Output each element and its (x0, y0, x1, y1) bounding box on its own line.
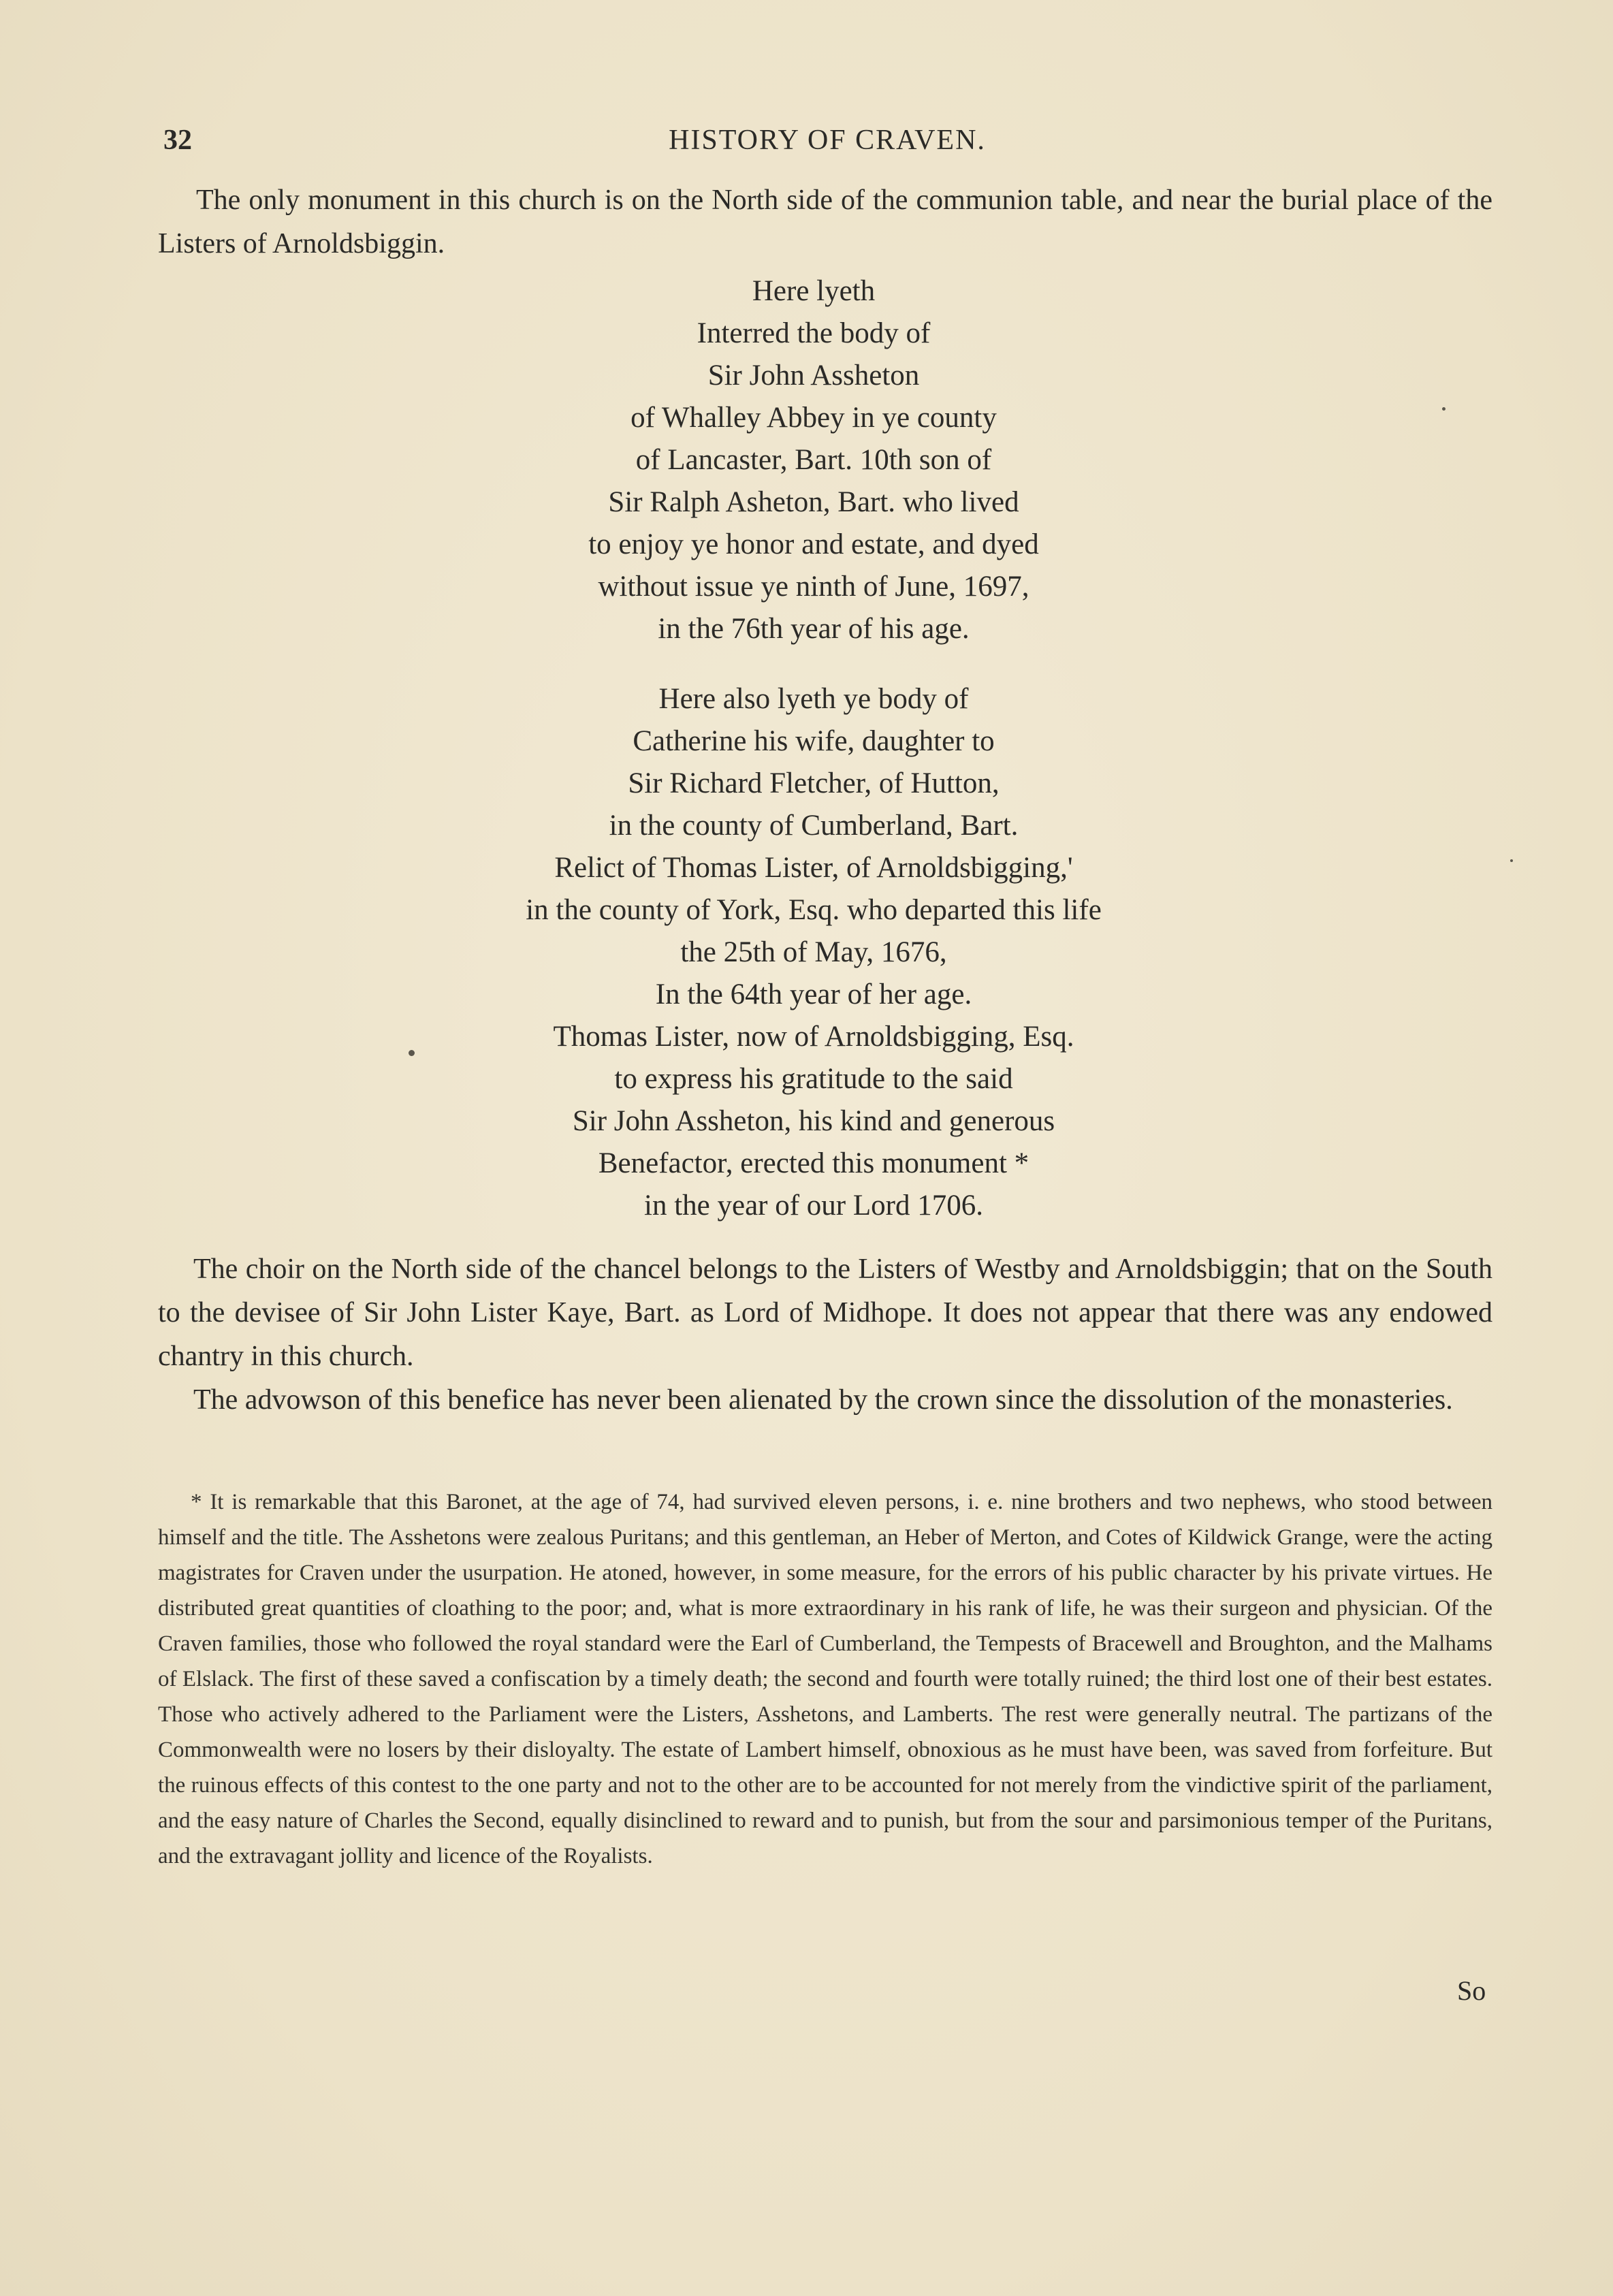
epitaph-line: Benefactor, erected this monument * (598, 1147, 1029, 1179)
epitaph-line: to enjoy ye honor and estate, and dyed (588, 528, 1039, 560)
epitaph-assheton (381, 270, 1246, 650)
epitaph-line: in the county of Cumberland, Bart. (609, 810, 1019, 842)
epitaph-line: of Whalley Abbey in ye county (630, 402, 997, 434)
epitaph-line: in the 76th year of his age. (658, 613, 970, 645)
running-title: HISTORY OF CRAVEN. (669, 125, 986, 156)
epitaph-line: Here also lyeth ye body of (658, 683, 969, 715)
catchword: So (1457, 1975, 1486, 2006)
footnote: * It is remarkable that this Baronet, at the age of 74, had survived eleven persons, i. e. nine brothers and two nephews, who stood between himself and the title. The Asshetons were zealous Puritans; and this gentleman, an Heber of Merton, and Cotes of Kildwick Grange, were the acting magistrates for Craven under the usurpation. He atoned, however, in some measure, for the errors of his public character by his private virtues. He distributed great quantities of cloathing to the poor; and, what is more extraordinary in his rank of life, he was their surgeon and physician. Of the Craven families, those who followed the royal standard were the Earl of Cumberland, the Tempests of Bracewell and Broughton, and the Malhams of Elslack. The first of these saved a confiscation by a timely death; the second and fourth were totally ruined; the third lost one of their best estates. Those who actively adhered to the Parliament were the Listers, Asshetons, and Lamberts. The rest were generally neutral. The partizans of the Commonwealth were no losers by their disloyalty. The estate of Lambert himself, obnoxious as he must have been, was saved from forfeiture. But the ruinous effects of this contest to the one party and not to the other are to be accounted for not merely from the vindictive spirit of the parliament, and the easy nature of Charles the Second, equally disinclined to reward and to punish, but from the sour and parsimonious temper of the Puritans, and the extravagant jollity and licence of the Royalists. (158, 1490, 1492, 1868)
paragraph-advowson: The advowson of this benefice has never been alienated by the crown since the dissolution of the monasteries. (193, 1384, 1453, 1416)
epitaph-line: Interred the body of (697, 317, 931, 349)
paper-speck (1442, 407, 1446, 411)
epitaph-line: the 25th of May, 1676, (680, 936, 947, 968)
epitaph-line: Sir John Assheton, his kind and generous (572, 1105, 1055, 1137)
epitaph-line: of Lancaster, Bart. 10th son of (635, 444, 992, 476)
paragraph-monument: The only monument in this church is on the North side of the communion table, and near the burial place of the Listers of Arnoldsbiggin. (158, 185, 1492, 259)
epitaph-line: Sir John Assheton (707, 360, 920, 392)
paper-speck (409, 1050, 415, 1056)
epitaph-line: in the county of York, Esq. who departed this life (526, 894, 1102, 926)
epitaph-line: In the 64th year of her age. (655, 978, 972, 1010)
page-number: 32 (163, 125, 192, 156)
epitaph-line: Sir Ralph Asheton, Bart. who lived (608, 486, 1019, 518)
epitaph-line: Here lyeth (752, 275, 876, 307)
epitaph-catherine (381, 678, 1246, 1227)
paper-speck (1510, 859, 1513, 862)
epitaph-line: to express his gratitude to the said (614, 1063, 1013, 1095)
epitaph-line: without issue ye ninth of June, 1697, (598, 571, 1029, 603)
epitaph-line: in the year of our Lord 1706. (644, 1190, 983, 1222)
paragraph-choir: The choir on the North side of the chancel belongs to the Listers of Westby and Arnoldsbiggin; that on the South to the devisee of Sir John Lister Kaye, Bart. as Lord of Midhope. It does not appear that there was any endowed chantry in this church. (158, 1254, 1492, 1372)
epitaph-line: Catherine his wife, daughter to (633, 725, 995, 757)
page-header (163, 124, 1491, 172)
epitaph-line: Sir Richard Fletcher, of Hutton, (628, 767, 1000, 799)
epitaph-line: Relict of Thomas Lister, of Arnoldsbigging,' (554, 852, 1073, 884)
epitaph-line: Thomas Lister, now of Arnoldsbigging, Esq. (553, 1021, 1074, 1053)
